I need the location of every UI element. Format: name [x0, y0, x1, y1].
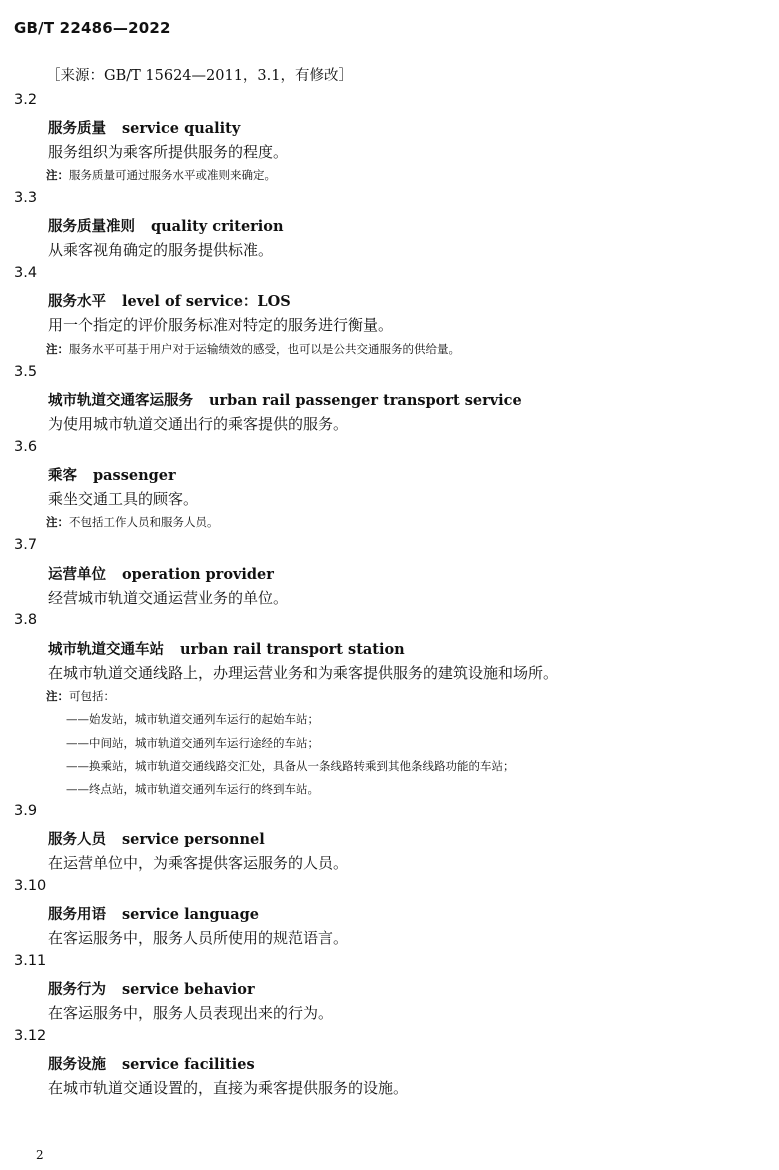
term-heading: [48, 117, 240, 138]
note-list-item: ——中间站，城市轨道交通列车运行途经的车站；: [66, 736, 319, 750]
clause-number: 3.9: [14, 803, 38, 819]
note-text: 服务质量可通过服务水平或准则来确定。: [69, 168, 276, 182]
source-reference: ［来源：GB/T 15624—2011，3.1，有修改］: [46, 68, 353, 84]
term-chinese: 城市轨道交通车站: [48, 642, 164, 658]
note-text: 可包括：: [69, 689, 115, 703]
note: [46, 688, 115, 704]
term-chinese: 城市轨道交通客运服务: [48, 393, 193, 409]
term-chinese: 服务设施: [48, 1057, 106, 1073]
term-english: service behavior: [122, 981, 255, 998]
term-english: urban rail transport station: [180, 641, 405, 658]
page-number: 2: [36, 1148, 44, 1162]
term-chinese: 服务用语: [48, 907, 106, 923]
note-label: 注：: [46, 342, 69, 356]
term-definition: 在客运服务中，服务人员表现出来的行为。: [48, 1004, 334, 1022]
term-heading: [48, 389, 522, 410]
note: [46, 341, 460, 357]
note-list-item: ——换乘站，城市轨道交通线路交汇处，具备从一条线路转乘到其他条线路功能的车站；: [66, 759, 515, 773]
term-heading: [48, 215, 284, 236]
clause-number: 3.5: [14, 364, 38, 380]
note-list-item: ——始发站，城市轨道交通列车运行的起始车站；: [66, 712, 319, 726]
term-definition: 在城市轨道交通设置的，直接为乘客提供服务的设施。: [48, 1079, 409, 1097]
note-text: 服务水平可基于用户对于运输绩效的感受，也可以是公共交通服务的供给量。: [69, 342, 460, 356]
clause-number: 3.12: [14, 1028, 47, 1044]
term-heading: [48, 563, 274, 584]
term-chinese: 运营单位: [48, 567, 106, 583]
term-english: passenger: [93, 467, 176, 484]
term-definition: 从乘客视角确定的服务提供标准。: [48, 241, 274, 259]
clause-number: 3.2: [14, 92, 38, 108]
note: [46, 167, 276, 183]
term-chinese: 服务水平: [48, 294, 106, 310]
term-chinese: 乘客: [48, 468, 77, 484]
term-heading: [48, 290, 291, 311]
term-definition: 服务组织为乘客所提供服务的程度。: [48, 143, 289, 161]
term-definition: 在城市轨道交通线路上，办理运营业务和为乘客提供服务的建筑设施和场所。: [48, 664, 559, 682]
term-chinese: 服务人员: [48, 832, 106, 848]
term-definition: 经营城市轨道交通运营业务的单位。: [48, 589, 289, 607]
term-heading: [48, 978, 255, 999]
note-label: 注：: [46, 515, 69, 529]
term-english: service language: [122, 906, 259, 923]
term-english: level of service：LOS: [122, 293, 291, 310]
standard-header: GB/T 22486—2022: [14, 19, 171, 37]
term-english: quality criterion: [151, 218, 284, 235]
term-english: operation provider: [122, 566, 274, 583]
note: [46, 514, 219, 530]
term-heading: [48, 638, 405, 659]
term-heading: [48, 903, 259, 924]
term-definition: 为使用城市轨道交通出行的乘客提供的服务。: [48, 415, 349, 433]
note-list-item: ——终点站，城市轨道交通列车运行的终到车站。: [66, 782, 319, 796]
clause-number: 3.6: [14, 439, 38, 455]
term-chinese: 服务行为: [48, 982, 106, 998]
term-definition: 在客运服务中，服务人员所使用的规范语言。: [48, 929, 349, 947]
clause-number: 3.4: [14, 265, 38, 281]
note-text: 不包括工作人员和服务人员。: [69, 515, 219, 529]
term-english: service quality: [122, 120, 241, 137]
term-chinese: 服务质量: [48, 121, 106, 137]
clause-number: 3.8: [14, 612, 38, 628]
term-english: service facilities: [122, 1056, 255, 1073]
note-label: 注：: [46, 168, 69, 182]
term-definition: 乘坐交通工具的顾客。: [48, 490, 199, 508]
note-label: 注：: [46, 689, 69, 703]
term-heading: [48, 828, 265, 849]
term-chinese: 服务质量准则: [48, 219, 135, 235]
term-heading: [48, 1053, 255, 1074]
term-heading: [48, 464, 176, 485]
clause-number: 3.7: [14, 537, 38, 553]
term-definition: 用一个指定的评价服务标准对特定的服务进行衡量。: [48, 316, 394, 334]
term-english: service personnel: [122, 831, 265, 848]
clause-number: 3.10: [14, 878, 47, 894]
term-definition: 在运营单位中，为乘客提供客运服务的人员。: [48, 854, 349, 872]
clause-number: 3.3: [14, 190, 38, 206]
term-english: urban rail passenger transport service: [209, 392, 522, 409]
clause-number: 3.11: [14, 953, 47, 969]
